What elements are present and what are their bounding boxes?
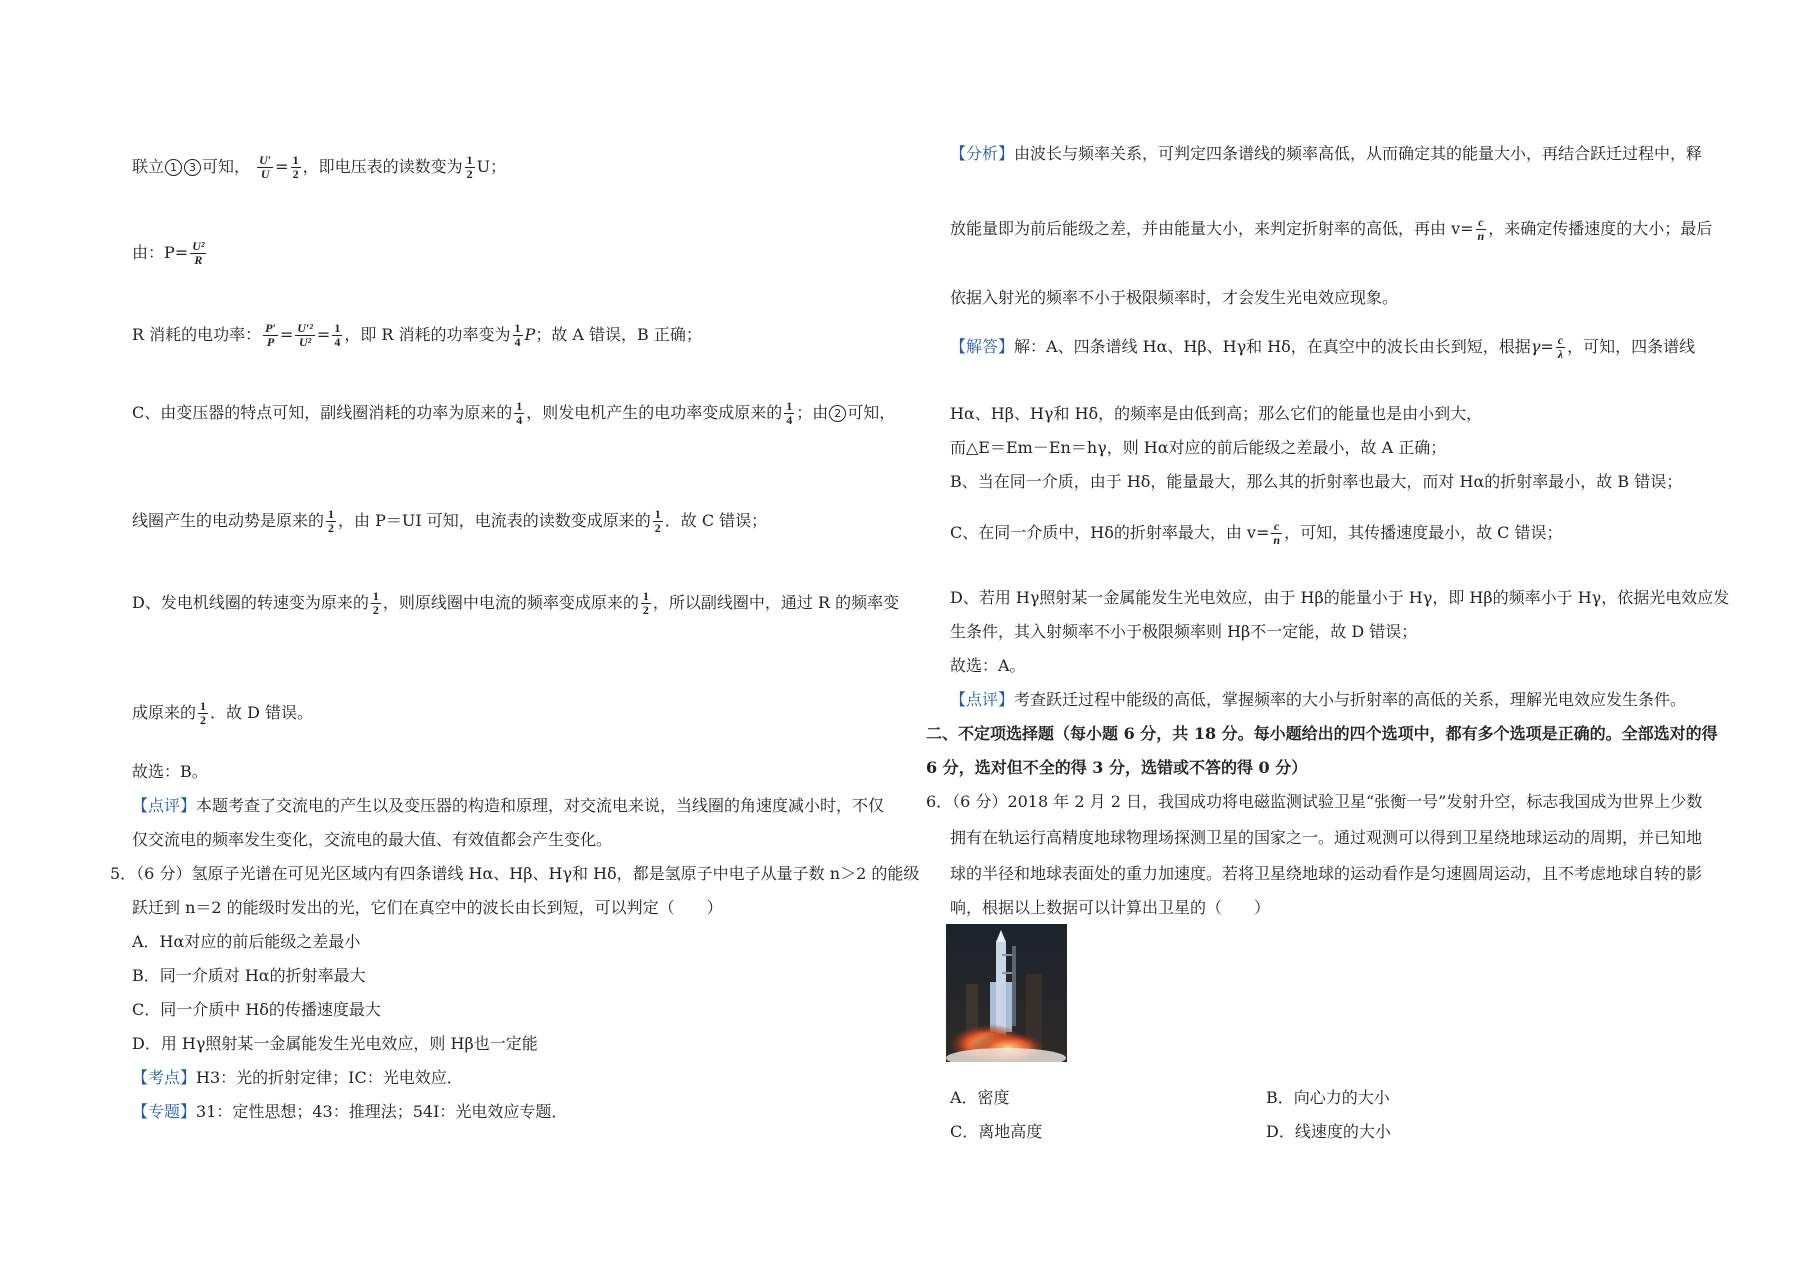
question-6-stem-4: 响，根据以上数据可以计算出卫星的（ ） — [950, 898, 1271, 917]
fraction: $\frac{1}{4}$ — [334, 321, 341, 349]
solution-line-6: D、若用 Hγ照射某一金属能发生光电效应，由于 Hβ的能量小于 Hγ，即 Hβ的频率小于 Hγ，依据光电效应发 — [950, 588, 1730, 607]
knowledge-tag: 【考点】 — [132, 1068, 197, 1087]
solution-line-5: C、在同一介质中，Hδ的折射率最大，由 v= $\frac{c}{n}$ ，可知，其传播速度最小，故 C 错误； — [950, 519, 1563, 547]
review-line: 【点评】考查跃迁过程中能级的高低，掌握频率的大小与折射率的高低的关系，理解光电效应发生条件。 — [950, 690, 1687, 709]
analysis-line-3: 依据入射光的频率不小于极限频率时，才会发生光电效应现象。 — [950, 288, 1399, 307]
solution-line-3: 而△E＝Em－En＝hγ，则 Hα对应的前后能级之差最小，故 A 正确； — [950, 438, 1447, 457]
fraction: $\frac{1}{2}$ — [654, 507, 661, 535]
line-1: 联立 1 3 可知， $\frac{U'}{U}$ = $\frac{1}{2}$ ，即电压表的读数变为 $\frac{1}{2}$ U； — [132, 153, 507, 181]
fraction: $\frac{P'}{P}$ — [265, 321, 276, 349]
option-a: A．密度 — [950, 1088, 1010, 1107]
solution-line-2: Hα、Hβ、Hγ和 Hδ，的频率是由低到高；那么它们的能量也是由小到大， — [950, 404, 1483, 423]
fraction: $\frac{1}{2}$ — [292, 153, 299, 181]
line-3: R 消耗的电功率： $\frac{P'}{P}$ = $\frac{\text{U′²}}{\text{U²}}$ = $\frac{1}{4}$ ，即 R 消耗的功率变为 $\frac{1}{4}$ P；故 A 错误，B 正确； — [132, 321, 702, 349]
fraction: $\frac{1}{4}$ — [514, 321, 521, 349]
circled-number-2: 2 — [829, 405, 846, 422]
analysis-line-2: 放能量即为前后能级之差，并由能量大小，来判定折射率的高低，再由 v= $\frac{c}{n}$ ，来确定传播速度的大小；最后 — [950, 215, 1713, 243]
fraction: $\frac{U'}{U}$ — [259, 153, 272, 181]
topic: 【专题】31：定性思想；43：推理法；54I：光电效应专题． — [132, 1102, 568, 1121]
fraction: $\frac{1}{4}$ — [516, 399, 523, 427]
rocket-launch-photo — [946, 924, 1067, 1062]
solution-answer: 故选：A。 — [950, 656, 1026, 675]
option-a: A．Hα对应的前后能级之差最小 — [132, 932, 361, 951]
line-6: D、发电机线圈的转速变为原来的 $\frac{1}{2}$ ，则原线圈中电流的频率变成原来的 $\frac{1}{2}$ ，所以副线圈中，通过 R 的频率变 — [132, 589, 900, 617]
option-c: C．离地高度 — [950, 1122, 1043, 1141]
option-b: B．同一介质对 Hα的折射率最大 — [132, 966, 366, 985]
option-b: B．向心力的大小 — [1266, 1088, 1390, 1107]
question-6-stem: 6．（6 分）2018 年 2 月 2 日，我国成功将电磁监测试验卫星“张衡一号”发射升空，标志我国成为世界上少数 — [926, 792, 1703, 811]
section-heading-2: 6 分，选对但不全的得 3 分，选错或不答的得 0 分） — [926, 758, 1308, 777]
comment-tag: 【点评】 — [132, 796, 197, 815]
option-d: D．用 Hγ照射某一金属能发生光电效应，则 Hβ也一定能 — [132, 1034, 538, 1053]
question-6-stem-3: 球的半径和地球表面处的重力加速度。若将卫星绕地球的运动看作是匀速圆周运动，且不考虑地球自转的影 — [950, 864, 1703, 883]
circled-number-3: 3 — [184, 159, 201, 176]
option-d: D．线速度的大小 — [1266, 1122, 1391, 1141]
analysis-tag: 【分析】 — [950, 144, 1015, 163]
comment-line: 【点评】本题考查了交流电的产生以及变压器的构造和原理，对交流电来说，当线圈的角速度减小时，不仅 — [132, 796, 885, 815]
fraction: $\frac{\text{U²}}{R}$ — [192, 239, 205, 267]
knowledge-point: 【考点】H3：光的折射定律；IC：光电效应． — [132, 1068, 463, 1087]
comment-line-2: 仅交流电的频率发生变化，交流电的最大值、有效值都会产生变化。 — [132, 830, 613, 849]
fraction: $\frac{\text{U′²}}{\text{U²}}$ — [297, 321, 313, 349]
option-c: C．同一介质中 Hδ的传播速度最大 — [132, 1000, 381, 1019]
solution-line-7: 生条件，其入射频率不小于极限频率则 Hβ不一定能，故 D 错误； — [950, 622, 1418, 641]
fraction: $\frac{1}{2}$ — [372, 589, 379, 617]
fraction: $\frac{1}{2}$ — [642, 589, 649, 617]
section-heading: 二、不定项选择题（每小题 6 分，共 18 分。每小题给出的四个选项中，都有多个选项是正确的。全部选对的得 — [926, 724, 1718, 743]
fraction: $\frac{1}{2}$ — [328, 507, 335, 535]
review-tag: 【点评】 — [950, 690, 1015, 709]
line-4: C、由变压器的特点可知，副线圈消耗的功率为原来的 $\frac{1}{4}$ ，则发电机产生的电功率变成原来的 $\frac{1}{4}$ ；由 2 可知， — [132, 399, 896, 427]
fraction: $\frac{c}{n}$ — [1273, 519, 1281, 547]
fraction: $\frac{1}{2}$ — [466, 153, 473, 181]
analysis-line: 【分析】由波长与频率关系，可判定四条谱线的频率高低，从而确定其的能量大小，再结合跃迁过程中，释 — [950, 144, 1703, 163]
solution-tag: 【解答】 — [950, 337, 1015, 356]
solution-line-4: B、当在同一介质，由于 Hδ，能量最大，那么其的折射率也最大，而对 Hα的折射率最小，故 B 错误； — [950, 472, 1683, 491]
line-8: 故选：B。 — [132, 762, 208, 781]
circled-number-1: 1 — [165, 159, 182, 176]
fraction: $\frac{c}{n}$ — [1477, 215, 1485, 243]
line-2: 由：P= $\frac{\text{U²}}{R}$ — [132, 239, 205, 267]
fraction: $\frac{1}{2}$ — [200, 699, 207, 727]
question-6-stem-2: 拥有在轨运行高精度地球物理场探测卫星的国家之一。通过观测可以得到卫星绕地球运动的周期，并已知地 — [950, 828, 1703, 847]
question-5-stem: 5．（6 分）氢原子光谱在可见光区域内有四条谱线 Hα、Hβ、Hγ和 Hδ，都是氢原子中电子从量子数 n＞2 的能级 — [110, 864, 920, 883]
line-7: 成原来的 $\frac{1}{2}$ ．故 D 错误。 — [132, 699, 314, 727]
solution-line: 【解答】解：A、四条谱线 Hα、Hβ、Hγ和 Hδ，在真空中的波长由长到短，根据γ= $\frac{c}{\lambda}$ ，可知，四条谱线 — [950, 333, 1696, 361]
fraction: $\frac{1}{4}$ — [786, 399, 793, 427]
line-5: 线圈产生的电动势是原来的 $\frac{1}{2}$ ，由 P＝UI 可知，电流表的读数变成原来的 $\frac{1}{2}$ ．故 C 错误； — [132, 507, 768, 535]
fraction: $\frac{c}{\lambda}$ — [1557, 333, 1564, 361]
topic-tag: 【专题】 — [132, 1102, 197, 1121]
question-5-stem-2: 跃迁到 n＝2 的能级时发出的光，它们在真空中的波长由长到短，可以判定（ ） — [132, 898, 723, 917]
